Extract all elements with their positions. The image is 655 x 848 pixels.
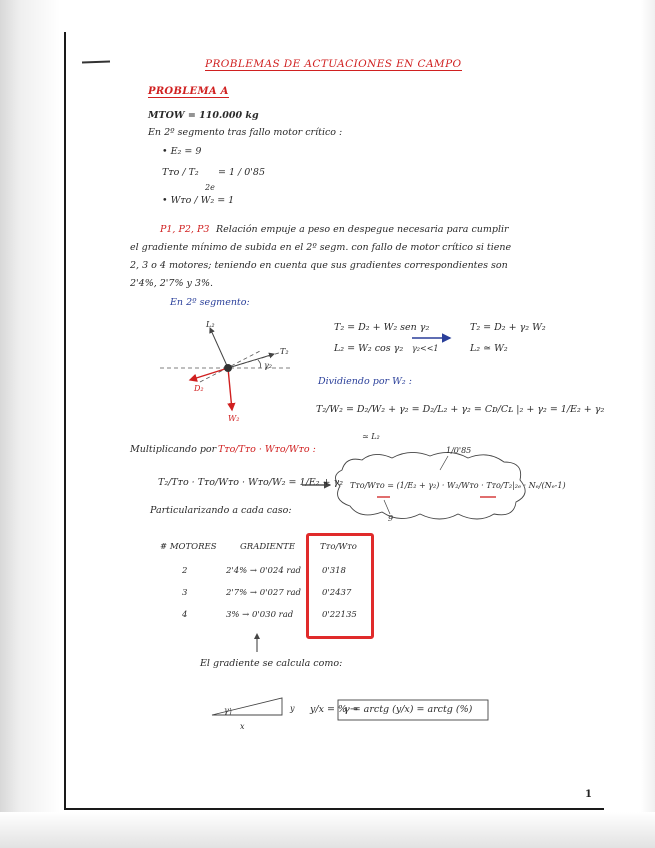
segment2-label: En 2º segmento: (170, 297, 250, 308)
table-row-1-ratio: 0'318 (322, 566, 346, 576)
table-row-1-gradiente: 2'4% → 0'024 rad (226, 566, 301, 576)
diag-gamma-label: γ₂ (264, 361, 272, 370)
diag-d2-label: D₂ (194, 384, 204, 393)
diag-l2-label: L₂ (206, 320, 215, 329)
table-row-3-gradiente: 3% → 0'030 rad (226, 610, 294, 620)
mtow-line: MTOW = 110.000 kg (148, 110, 259, 121)
multiply-equation: T₂/Tᴛᴏ · Tᴛᴏ/Wᴛᴏ · Wᴛᴏ/W₂ = 1/E₂ + γ₂ (158, 477, 344, 488)
ratio-t-label: Tᴛᴏ / T₂ (162, 167, 199, 178)
equation-lift: L₂ = W₂ cos γ₂ (334, 343, 404, 354)
gamma-arc (258, 360, 261, 368)
triangle-gamma-label: γ (224, 706, 229, 715)
triangle-y-label: y (290, 704, 295, 713)
table-row-3-motores: 4 (182, 610, 188, 620)
problem-label: PROBLEMA A (148, 86, 229, 97)
highlight-box (306, 533, 374, 639)
cloud-equation: Tᴛᴏ/Wᴛᴏ = (1/E₂ + γ₂) · W₂/Wᴛᴏ · Tᴛᴏ/T₂|₂ₑ · Nₑ/(Nₑ-1) (350, 481, 566, 490)
triangle-angle (230, 708, 231, 715)
p-text-2: el gradiente mínimo de subida en el 2º segm. con fallo de motor crítico si tiene (130, 242, 512, 253)
final-equation-left: y/x = % → (310, 704, 358, 715)
page-title: PROBLEMAS DE ACTUACIONES EN CAMPO (205, 58, 462, 70)
segment-line: En 2º segmento tras fallo motor crítico : (148, 127, 343, 138)
cloud-note-9: 9 (388, 514, 394, 523)
table-header-motores: # MOTORES (160, 542, 217, 552)
equation-lift-approx: L₂ ≃ W₂ (470, 343, 508, 354)
ratio-w-line: • Wᴛᴏ / W₂ = 1 (162, 195, 235, 206)
equation-thrust: T₂ = D₂ + W₂ sen γ₂ (334, 322, 430, 333)
divide-note: ≃ L₂ (362, 432, 380, 441)
page-number: 1 (585, 789, 592, 800)
table-row-2-ratio: 0'2437 (322, 588, 352, 598)
table-header-gradiente: GRADIENTE (240, 542, 296, 552)
multiply-label: Multiplicando por (130, 444, 217, 455)
p-heading: P1, P2, P3 (160, 224, 210, 235)
p-text-3: 2, 3 o 4 motores; teniendo en cuenta que sus gradientes correspondientes son (130, 260, 508, 271)
weight-vector (228, 368, 232, 410)
aircraft-point (224, 364, 232, 372)
table-row-2-gradiente: 2'7% → 0'027 rad (226, 588, 301, 598)
case-label: Particularizando a cada caso: (150, 505, 292, 516)
table-row-3-ratio: 0'22135 (322, 610, 357, 620)
cloud-note-085: 1/0'85 (446, 446, 472, 455)
p-text-4: 2'4%, 2'7% y 3%. (130, 278, 213, 289)
divide-label: Dividiendo por W₂ : (318, 376, 412, 387)
divide-equation: T₂/W₂ = D₂/W₂ + γ₂ = D₂/L₂ + γ₂ = Cᴅ/Cʟ |₂ + γ₂ = 1/E₂ + γ₂ (316, 404, 605, 415)
diag-w2-label: W₂ (228, 414, 240, 423)
lift-vector (210, 328, 228, 368)
triangle-x-label: x (240, 722, 245, 731)
table-row-2-motores: 3 (182, 588, 188, 598)
gradient-note: El gradiente se calcula como: (200, 658, 343, 669)
table-header-ratio: Tᴛᴏ/Wᴛᴏ (320, 542, 357, 552)
final-equation-box: γ = arctg (y/x) = arctg (%) (344, 704, 473, 715)
equation-thrust-approx: T₂ = D₂ + γ₂ W₂ (470, 322, 546, 333)
ratio-t-value: = 1 / 0'85 (218, 167, 266, 178)
drag-vector (190, 368, 228, 380)
gradient-triangle (212, 698, 282, 715)
ratio-t-sub: 2e (205, 183, 215, 192)
multiply-fraction: Tᴛᴏ/Tᴛᴏ · Wᴛᴏ/Wᴛᴏ : (218, 444, 316, 455)
diag-t2-label: T₂ (280, 347, 289, 356)
table-row-1-motores: 2 (182, 566, 188, 576)
leader-line-9 (384, 500, 390, 514)
e2-line: • E₂ = 9 (162, 146, 202, 157)
leader-line-085 (440, 456, 448, 470)
p-text-1: Relación empuje a peso en despegue necesaria para cumplir (216, 224, 509, 235)
small-angle-note: γ₂<<1 (412, 344, 439, 353)
